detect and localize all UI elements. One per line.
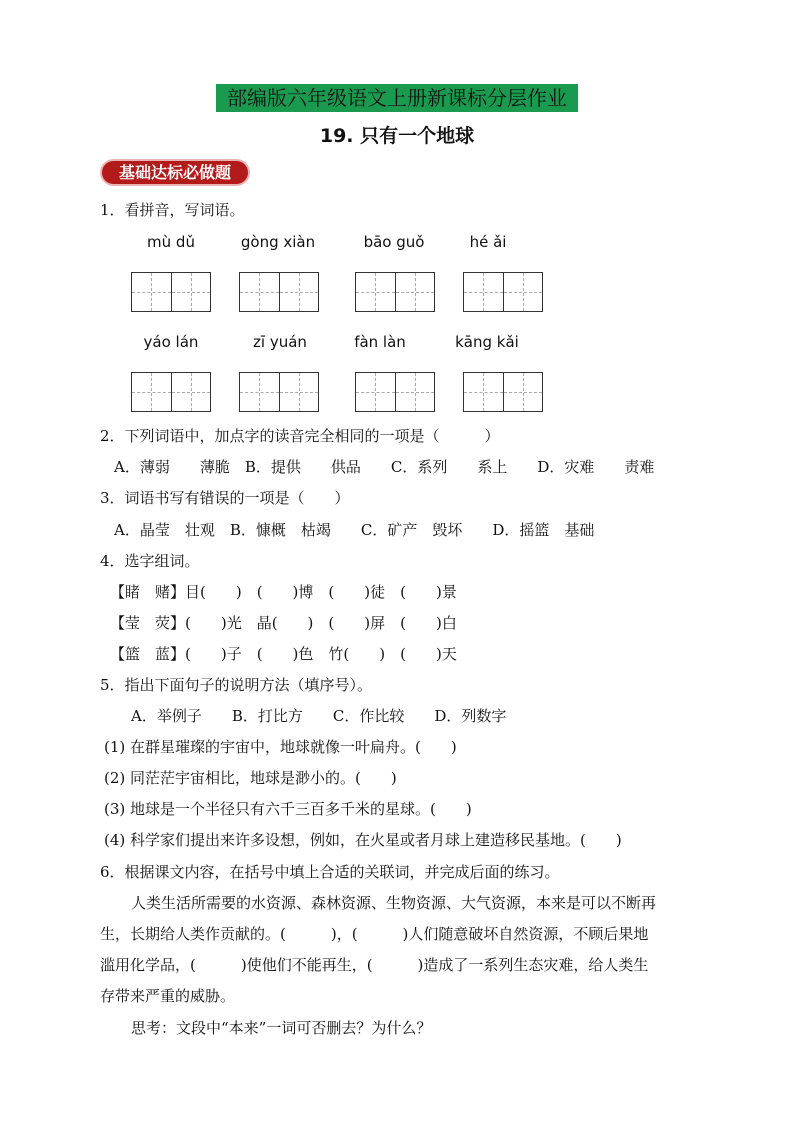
- q6-paragraph-line: 滥用化学品，( )使他们不能再生，( )造成了一系列生态灾难，给人类生: [100, 956, 649, 974]
- q6-think-prompt: 思考：文段中“本来”一词可否删去？为什么？: [131, 1019, 432, 1037]
- section-badge: 基础达标必做题: [100, 159, 250, 186]
- pinyin-label: hé ǎi: [469, 233, 507, 251]
- q2-prompt: 2．下列词语中，加点字的读音完全相同的一项是（ ）: [100, 427, 500, 445]
- q6-paragraph-line: 人类生活所需要的水资源、森林资源、生物资源、大气资源，本来是可以不断再: [131, 894, 657, 912]
- writing-grid-box[interactable]: [355, 372, 435, 412]
- pinyin-label: kāng kǎi: [455, 333, 519, 351]
- q6-paragraph-line: 存带来严重的威胁。: [100, 987, 236, 1005]
- q5-item: (4) 科学家们提出来许多设想，例如，在火星或者月球上建造移民基地。( ): [104, 831, 622, 849]
- pinyin-label: fàn làn: [354, 333, 406, 351]
- writing-grid-box[interactable]: [355, 272, 435, 312]
- pinyin-label: mù dǔ: [147, 233, 195, 251]
- writing-grid-box[interactable]: [463, 272, 543, 312]
- pinyin-label: gòng xiàn: [240, 233, 316, 251]
- pinyin-label: zī yuán: [253, 333, 307, 351]
- worksheet-banner: 部编版六年级语文上册新课标分层作业: [216, 84, 578, 112]
- q4-row: 【篮 蓝】( )子 ( )色 竹( ) ( )天: [110, 645, 457, 663]
- writing-grid-box[interactable]: [131, 272, 211, 312]
- q1-prompt: 1．看拼音，写词语。: [100, 201, 245, 219]
- writing-grid-box[interactable]: [239, 372, 319, 412]
- q3-prompt: 3．词语书写有错误的一项是（ ）: [100, 489, 350, 507]
- q5-item: (2) 同茫茫宇宙相比，地球是渺小的。( ): [104, 769, 397, 787]
- lesson-title: 19. 只有一个地球: [319, 125, 475, 147]
- q5-options: A．举例子 B．打比方 C．作比较 D．列数字: [131, 707, 507, 725]
- q4-prompt: 4．选字组词。: [100, 552, 200, 570]
- q2-options: A．薄弱 薄脆 B．提供 供品 C．系列 系上 D．灾难 责难: [114, 458, 655, 476]
- q6-prompt: 6．根据课文内容，在括号中填上合适的关联词，并完成后面的练习。: [100, 863, 560, 881]
- pinyin-label: bāo guǒ: [363, 233, 425, 251]
- writing-grid-box[interactable]: [463, 372, 543, 412]
- pinyin-label: yáo lán: [143, 333, 199, 351]
- writing-grid-box[interactable]: [239, 272, 319, 312]
- q5-item: (1) 在群星璀璨的宇宙中，地球就像一叶扁舟。( ): [104, 738, 457, 756]
- q4-row: 【睹 赌】目( ) ( )博 ( )徒 ( )景: [110, 583, 457, 601]
- q3-options: A．晶莹 壮观 B．慷概 枯竭 C．矿产 毁坏 D．摇篮 基础: [114, 521, 595, 539]
- q6-paragraph-line: 生，长期给人类作贡献的。( )，( )人们随意破坏自然资源，不顾后果地: [100, 925, 649, 943]
- q5-prompt: 5．指出下面句子的说明方法（填序号）。: [100, 676, 373, 694]
- q5-item: (3) 地球是一个半径只有六千三百多千米的星球。( ): [104, 800, 472, 818]
- q4-row: 【莹 荧】( )光 晶( ) ( )屏 ( )白: [110, 614, 457, 632]
- writing-grid-box[interactable]: [131, 372, 211, 412]
